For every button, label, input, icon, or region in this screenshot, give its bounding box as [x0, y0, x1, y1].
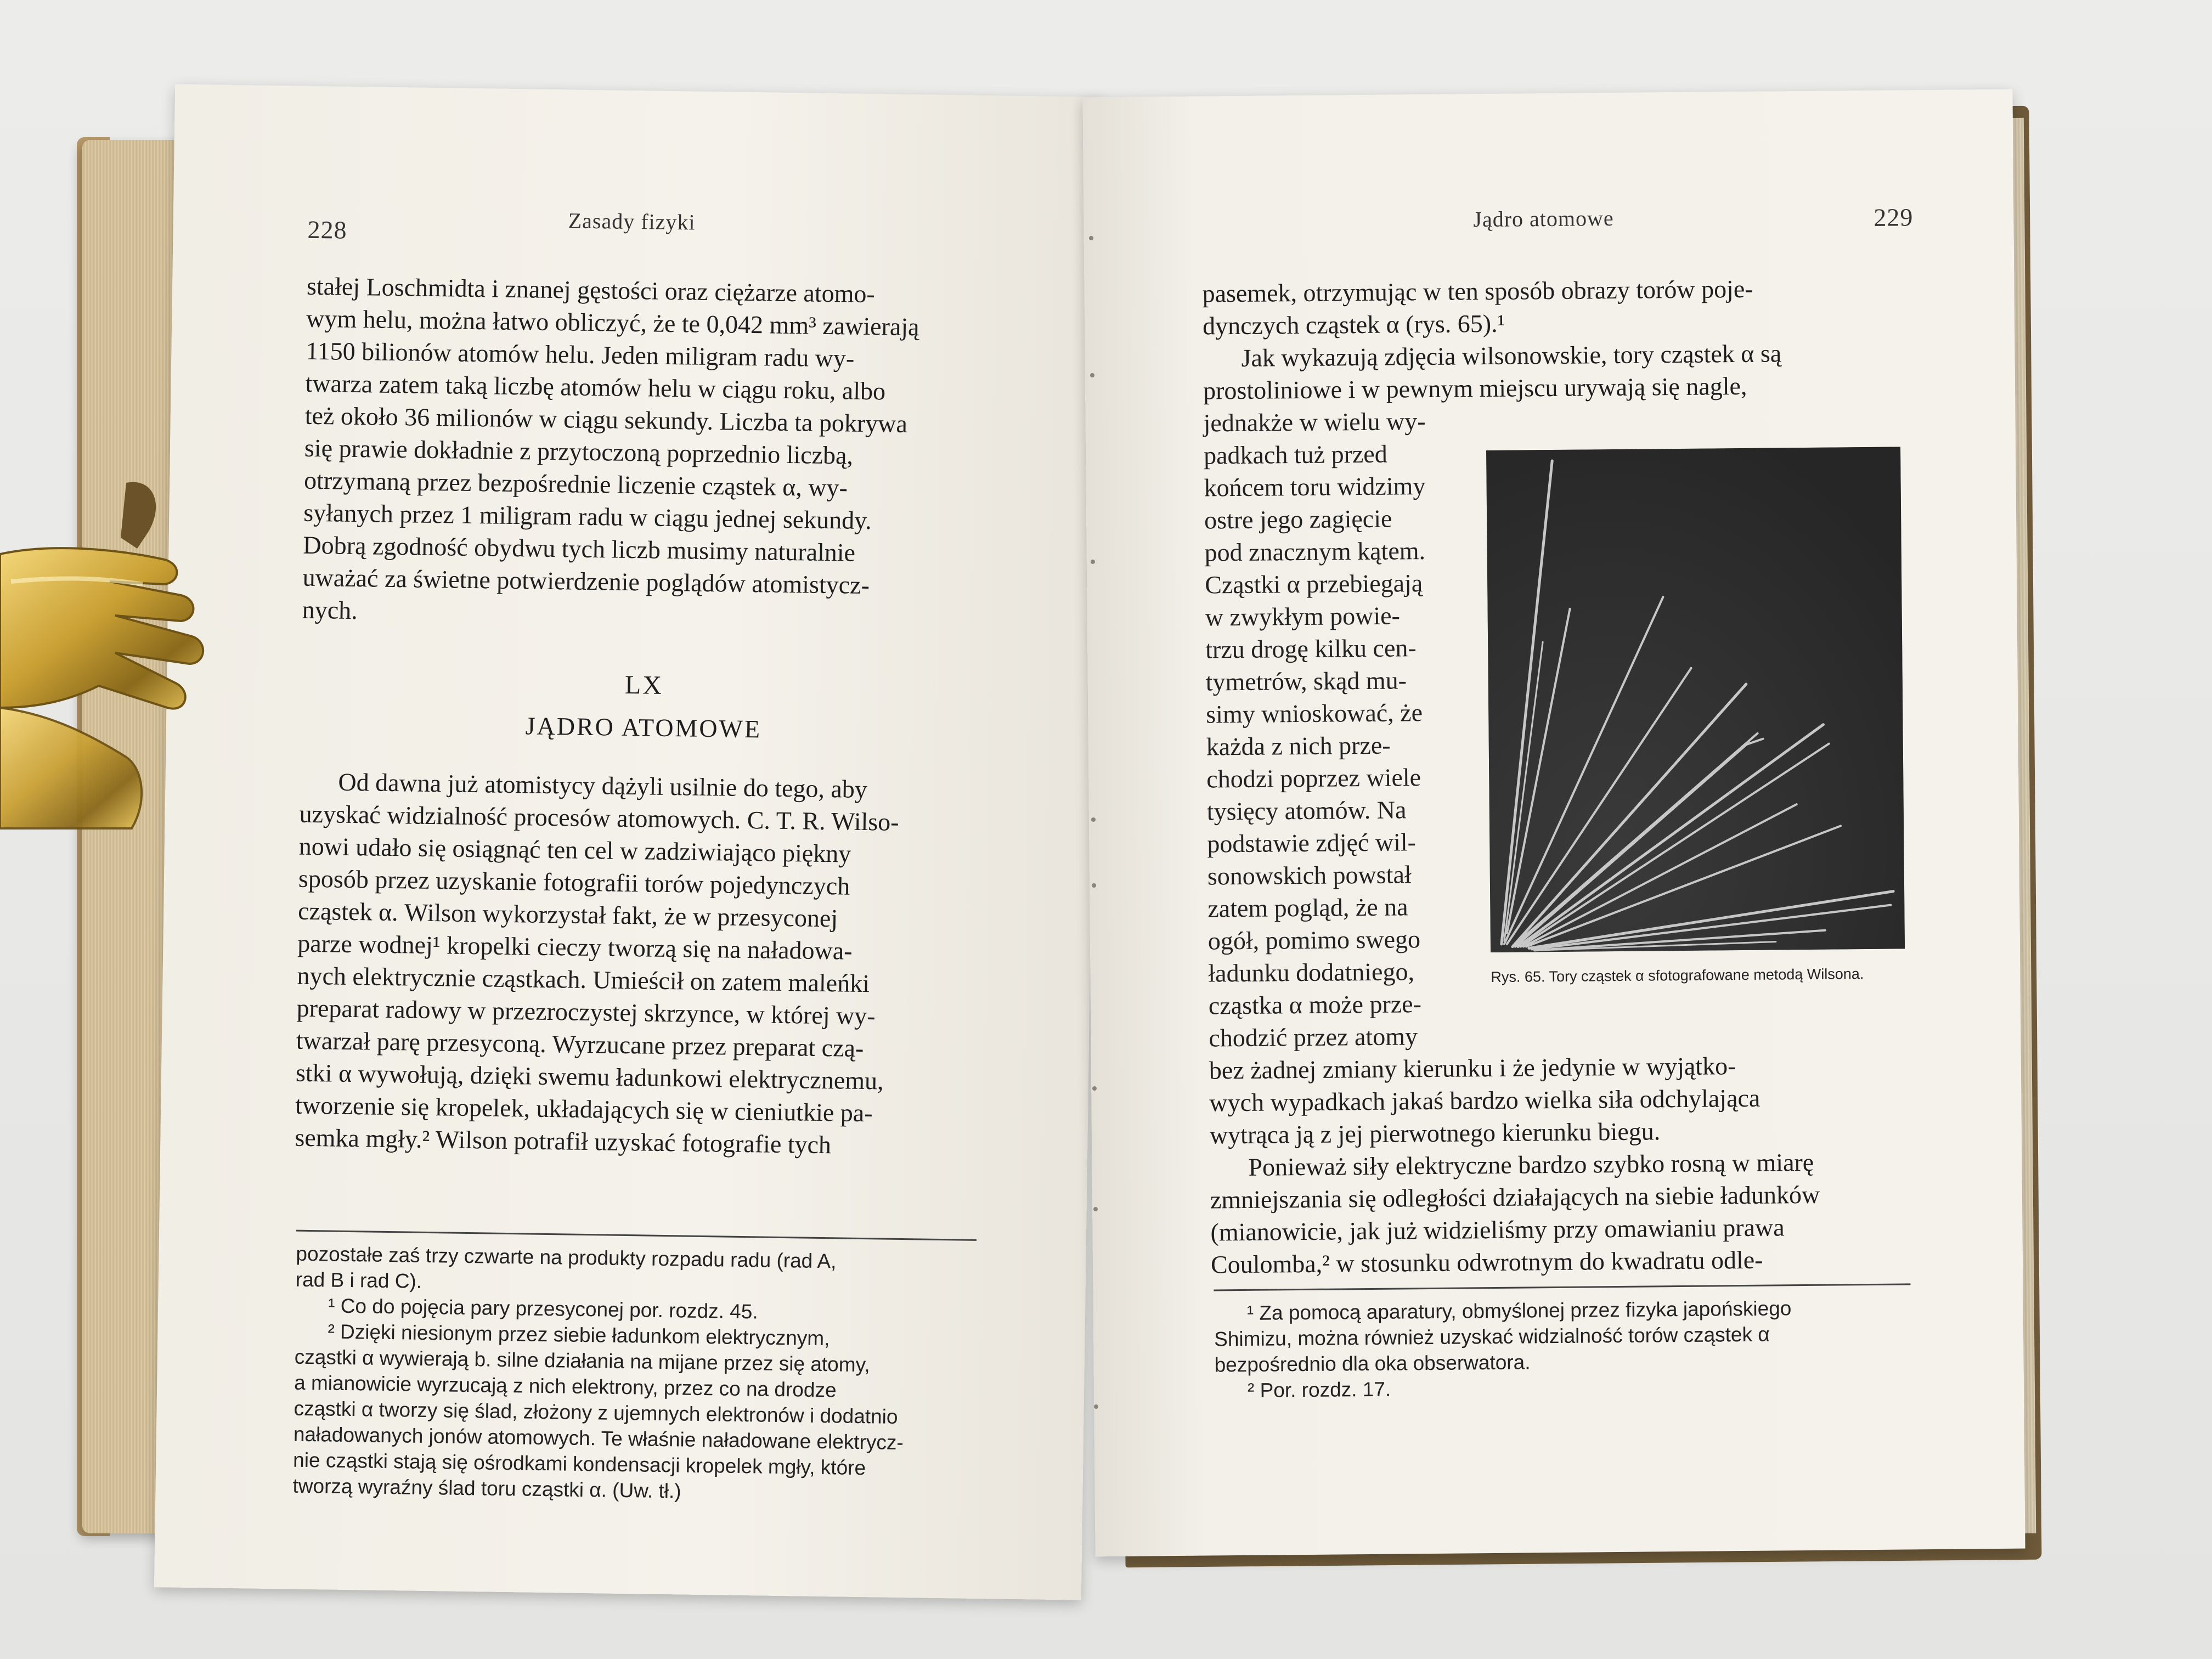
text-line: wym helu, można łatwo obliczyć, że te 0,042 mm³ zawierają [306, 304, 919, 341]
brass-hand-page-holder-icon [0, 472, 236, 845]
chapter-number: LX [624, 670, 664, 700]
text-line: Cząstki α przebiegają [1204, 569, 1423, 599]
text-line: też około 36 milionów w ciągu sekundy. Liczba ta pokrywa [304, 401, 908, 438]
text-line: Ponieważ siły elektryczne bardzo szybko rosną w miarę [1248, 1148, 1814, 1181]
footnote-line: naładowanych jonów atomowych. Te właśnie naładowane elektrycz- [293, 1423, 904, 1454]
text-line: semka mgły.² Wilson potrafił uzyskać fotografie tych [295, 1123, 832, 1159]
text-line: ładunku dodatniego, [1208, 957, 1415, 988]
text-line: tymetrów, skąd mu- [1205, 666, 1407, 696]
footnote-line: ² Por. rozdz. 17. [1247, 1378, 1391, 1402]
text-line: Od dawna już atomistycy dążyli usilnie do tego, aby [338, 768, 868, 804]
right-wrapped-column [1203, 404, 1472, 1054]
text-line: syłanych przez 1 miligram radu w ciągu jednej sekundy. [303, 498, 872, 535]
text-line: nych. [302, 595, 358, 625]
text-line: wych wypadkach jakaś bardzo wielka siła odchylająca [1209, 1084, 1760, 1117]
text-line: stki α wywołują, dzięki swemu ładunkowi elektrycznemu, [295, 1058, 884, 1095]
text-line: padkach tuż przed [1203, 439, 1387, 470]
text-line: jednakże w wielu wy- [1203, 407, 1426, 437]
text-line: tworzenie się kropelek, układających się w cieniutkie pa- [295, 1091, 873, 1127]
footnote-line: nie cząstki stają się ośrodkami kondensacji kropelek mgły, które [292, 1448, 866, 1480]
footnote-line: ¹ Co do pojęcia pary przesyconej por. rozdz. 45. [328, 1294, 758, 1323]
text-line: zmniejszania się odległości działających na siebie ładunków [1210, 1180, 1820, 1214]
text-line: twarzał parę przesyconą. Wyrzucane przez preparat czą- [296, 1026, 864, 1063]
text-line: nowi udało się osiągnąć ten cel w zadziwiająco piękny [298, 832, 851, 868]
text-line: sonowskich powstał [1207, 860, 1412, 890]
cloud-chamber-photograph [1486, 447, 1905, 952]
text-line: tysięcy atomów. Na [1206, 795, 1407, 826]
footnote-line: ¹ Za pomocą aparatury, obmyślonej przez fizyka japońskiego [1246, 1297, 1792, 1324]
text-line: chodzić przez atomy [1209, 1022, 1418, 1052]
text-line: twarza zatem taką liczbę atomów helu w ciągu roku, albo [305, 369, 886, 405]
text-line: bez żadnej zmiany kierunku i że jedynie w wyjątko- [1209, 1052, 1736, 1085]
text-line: sposób przez uzyskanie fotografii torów pojedynczych [298, 864, 850, 900]
right-body-bottom [1209, 1048, 1911, 1280]
footnote-rule-right [1214, 1283, 1910, 1291]
text-line: chodzi poprzez wiele [1206, 763, 1421, 793]
footnote-line: Shimizu, można również uzyskać widzialność torów cząstek α [1214, 1323, 1770, 1351]
footnote-line: pozostałe zaś trzy czwarte na produkty rozpadu radu (rad A, [296, 1242, 837, 1273]
text-line: pasemek, otrzymując w ten sposób obrazy torów poje- [1202, 274, 1753, 308]
right-page [1082, 89, 2025, 1557]
text-line: cząstka α może prze- [1208, 990, 1422, 1020]
text-line: trzu drogę kilku cen- [1205, 634, 1417, 664]
alpha-particle-tracks-image [1486, 447, 1905, 952]
text-line: preparat radowy w przezroczystej skrzynce, w której wy- [296, 994, 876, 1030]
left-page [154, 84, 1102, 1600]
text-line: 1150 bilionów atomów helu. Jeden miligram radu wy- [306, 336, 855, 373]
left-body-text [295, 270, 992, 1163]
running-head-right: Jądro atomowe [1473, 206, 1614, 232]
footnote-line: tworzą wyraźny ślad toru cząstki α. (Uw. tł.) [292, 1474, 681, 1503]
text-line: (mianowicie, jak już widzieliśmy przy omawianiu prawa [1210, 1213, 1785, 1246]
page-number-right: 229 [1874, 203, 1914, 232]
text-line: ostre jego zagięcie [1204, 504, 1392, 534]
footnote-line: cząstki α tworzy się ślad, złożony z ujemnych elektronów i dodatnio [294, 1397, 898, 1428]
text-line: się prawie dokładnie z przytoczoną poprzednio liczbą, [304, 433, 854, 470]
text-line: uważać za świetne potwierdzenie poglądów atomistycz- [302, 563, 870, 600]
running-head-left: Zasady fizyki [568, 208, 696, 235]
text-line: każda z nich prze- [1206, 731, 1391, 761]
text-line: cząstek α. Wilson wykorzystał fakt, że w przesyconej [297, 896, 838, 933]
text-line: wytrąca ją z jej pierwotnego kierunku biegu. [1209, 1117, 1661, 1149]
text-line: Dobrą zgodność obydwu tych liczb musimy naturalnie [303, 531, 856, 567]
page-number-left: 228 [307, 215, 347, 244]
text-line: dynczych cząstek α (rys. 65).¹ [1202, 309, 1505, 340]
text-line: Jak wykazują zdjęcia wilsonowskie, tory cząstek α są [1241, 339, 1782, 372]
text-line: w zwykłym powie- [1205, 601, 1401, 631]
text-line: ogół, pomimo swego [1207, 925, 1421, 955]
text-line: zatem pogląd, że na [1207, 893, 1408, 923]
text-line: nych elektrycznie cząstkach. Umieścił on zatem maleńki [297, 961, 870, 998]
text-line: pod znacznym kątem. [1204, 537, 1426, 567]
footnote-line: bezpośrednio dla oka obserwatora. [1214, 1351, 1531, 1376]
footnote-rule-left [296, 1230, 977, 1241]
text-line: parze wodnej¹ kropelki cieczy tworzą się na naładowa- [297, 929, 853, 965]
footnote-line: cząstki α wywierają b. silne działania na mijane przez się atomy, [294, 1345, 870, 1376]
figure-caption: Rys. 65. Tory cząstek α sfotografowane metodą Wilsona. [1491, 966, 1864, 986]
text-line: podstawie zdjęć wil- [1207, 828, 1417, 858]
left-footnotes [292, 1241, 976, 1508]
footnote-line: a mianowicie wyrzucają z nich elektrony, przez co na drodze [294, 1371, 837, 1402]
right-footnotes [1214, 1294, 1912, 1403]
chapter-title: JĄDRO ATOMOWE [525, 712, 762, 743]
text-line: simy wnioskować, że [1206, 698, 1423, 729]
text-line: uzyskać widzialność procesów atomowych. C. T. R. Wilso- [299, 799, 899, 836]
text-line: Coulomba,² w stosunku odwrotnym do kwadratu odle- [1210, 1245, 1763, 1279]
footnote-line: rad B i rad C). [295, 1268, 422, 1293]
right-body-top [1202, 271, 1903, 407]
text-line: prostoliniowe i w pewnym miejscu urywają się nagle, [1203, 371, 1747, 405]
text-line: stałej Loschmidta i znanej gęstości oraz ciężarze atomo- [306, 272, 876, 308]
footnote-line: ² Dzięki niesionym przez siebie ładunkom elektrycznym, [328, 1320, 830, 1350]
text-line: końcem toru widzimy [1204, 472, 1426, 502]
text-line: otrzymaną przez bezpośrednie liczenie cząstek α, wy- [303, 466, 848, 502]
